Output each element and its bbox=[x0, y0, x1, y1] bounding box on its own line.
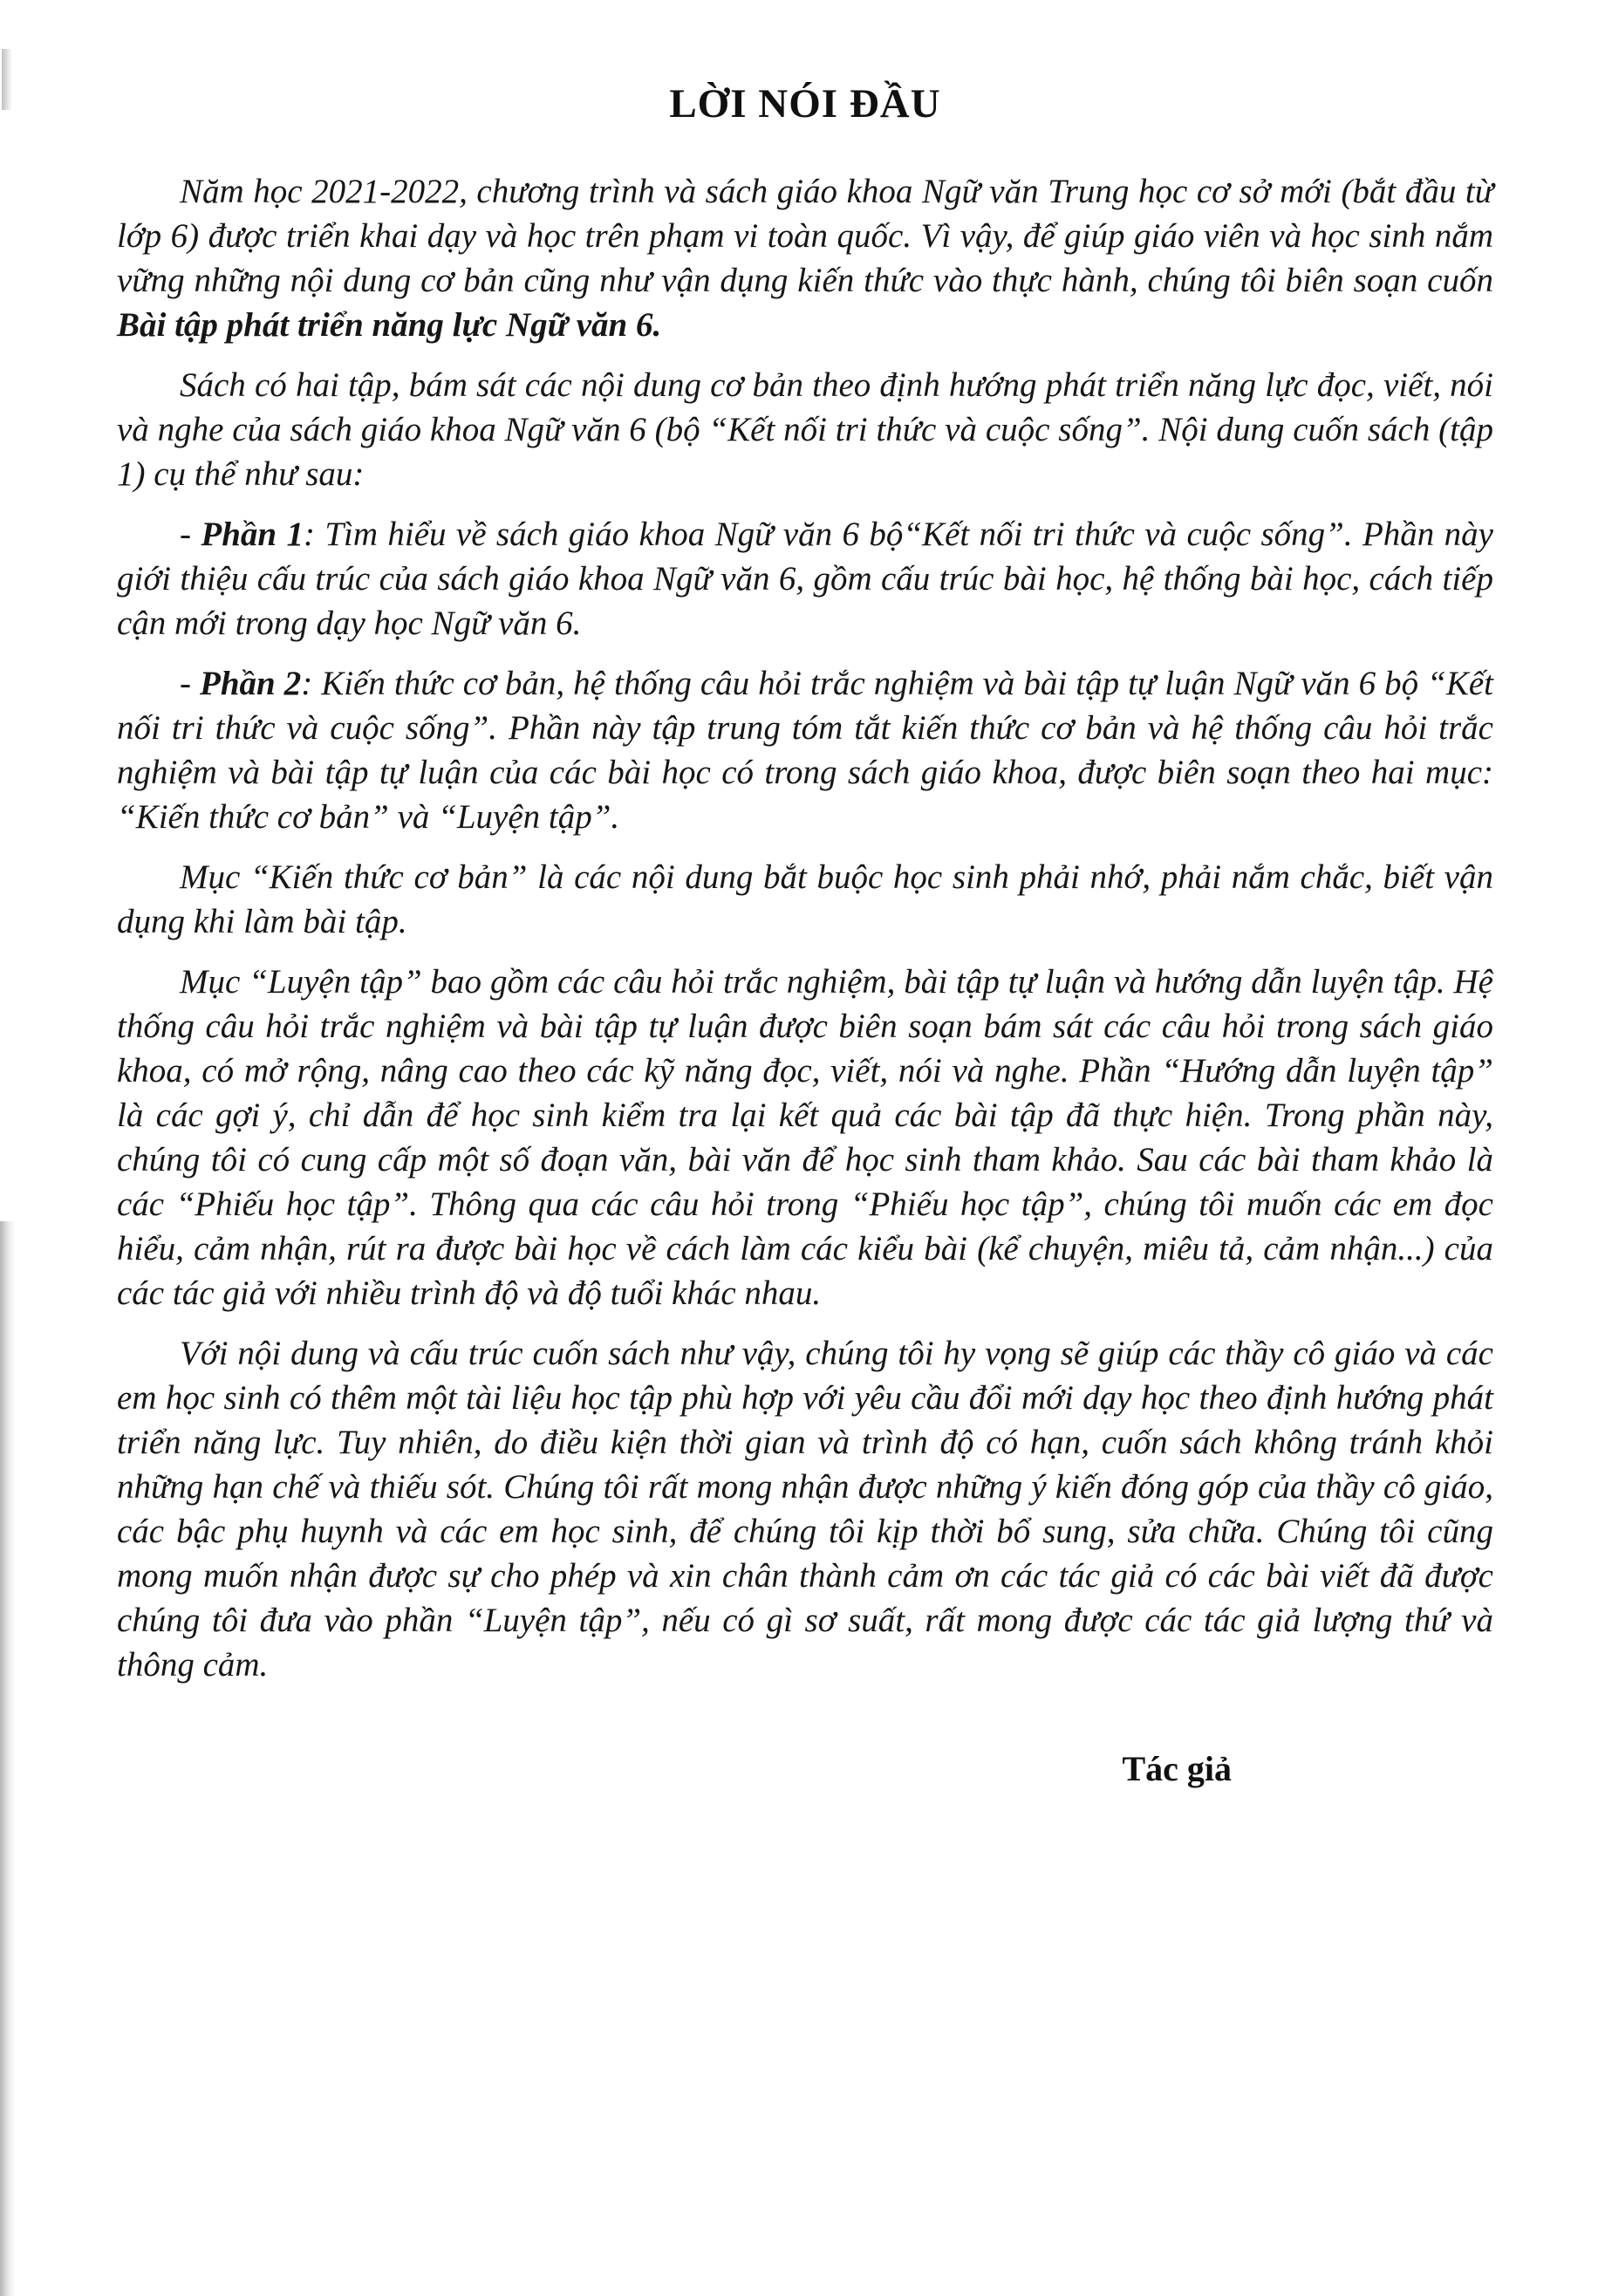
text-segment: Sách có hai tập, bám sát các nội dung cơ bản theo định hướng phát triển năng lực đọc, viết, nói và nghe của sách giáo khoa Ngữ văn 6 (bộ “Kết nối tri thức và cuộc sống”. Nội dung cuốn sách (tập 1) cụ thể như sau: bbox=[117, 366, 1493, 493]
text-segment: Mục “Kiến thức cơ bản” là các nội dung bắt buộc học sinh phải nhớ, phải nắm chắc, biết vận dụng khi làm bài tập. bbox=[117, 858, 1493, 940]
paragraph bbox=[117, 661, 1493, 839]
paragraph bbox=[117, 855, 1493, 944]
body-text bbox=[117, 169, 1493, 1687]
text-segment: - bbox=[180, 516, 201, 553]
text-segment: Mục “Luyện tập” bao gồm các câu hỏi trắc nghiệm, bài tập tự luận và hướng dẫn luyện tập. Hệ thống câu hỏi trắc nghiệm và bài tập tự luận được biên soạn bám sát các câu hỏi trong sách giáo khoa, có mở rộng, nâng cao theo các kỹ năng đọc, viết, nói và nghe. Phần “Hướng dẫn luyện tập” là các gợi ý, chỉ dẫn để học sinh kiểm tra lại kết quả các bài tập đã thực hiện. Trong phần này, chúng tôi có cung cấp một số đoạn văn, bài văn để học sinh tham khảo. Sau các bài tham khảo là các “Phiếu học tập”. Thông qua các câu hỏi trong “Phiếu học tập”, chúng tôi muốn các em đọc hiểu, cảm nhận, rút ra được bài học về cách làm các kiểu bài (kể chuyện, miêu tả, cảm nhận...) của các tác giả với nhiều trình độ và độ tuổi khác nhau. bbox=[117, 963, 1493, 1312]
author-signature: Tác giả bbox=[1122, 1749, 1232, 1788]
text-segment: Với nội dung và cấu trúc cuốn sách như vậy, chúng tôi hy vọng sẽ giúp các thầy cô giáo và các em học sinh có thêm một tài liệu học tập phù hợp với yêu cầu đổi mới dạy học theo định hướng phát triển năng lực. Tuy nhiên, do điều kiện thời gian và trình độ có hạn, cuốn sách không tránh khỏi những hạn chế và thiếu sót. Chúng tôi rất mong nhận được những ý kiến đóng góp của thầy cô giáo, các bậc phụ huynh và các em học sinh, để chúng tôi kịp thời bổ sung, sửa chữa. Chúng tôi cũng mong muốn nhận được sự cho phép và xin chân thành cảm ơn các tác giả có các bài viết đã được chúng tôi đưa vào phần “Luyện tập”, nếu có gì sơ suất, rất mong được các tác giả lượng thứ và thông cảm. bbox=[117, 1335, 1493, 1684]
paragraph bbox=[117, 960, 1493, 1315]
bold-text-segment: Phần 2 bbox=[200, 665, 302, 702]
bold-text-segment: Bài tập phát triển năng lực Ngữ văn 6. bbox=[117, 306, 662, 344]
text-segment: Năm học 2021-2022, chương trình và sách giáo khoa Ngữ văn Trung học cơ sở mới (bắt đầu từ lớp 6) được triển khai dạy và học trên phạm vi toàn quốc. Vì vậy, để giúp giáo viên và học sinh nắm vững những nội dung cơ bản cũng như vận dụng kiến thức vào thực hành, chúng tôi biên soạn cuốn bbox=[117, 173, 1493, 299]
paragraph bbox=[117, 1331, 1493, 1687]
page-title: LỜI NÓI ĐẦU bbox=[669, 81, 941, 126]
text-segment: : Tìm hiểu về sách giáo khoa Ngữ văn 6 bộ“Kết nối tri thức và cuộc sống”. Phần này giới thiệu cấu trúc của sách giáo khoa Ngữ văn 6, gồm cấu trúc bài học, hệ thống bài học, cách tiếp cận mới trong dạy học Ngữ văn 6. bbox=[117, 516, 1493, 642]
paragraph bbox=[117, 169, 1493, 347]
text-segment: : Kiến thức cơ bản, hệ thống câu hỏi trắc nghiệm và bài tập tự luận Ngữ văn 6 bộ “Kết nối tri thức và cuộc sống”. Phần này tập trung tóm tắt kiến thức cơ bản và hệ thống câu hỏi trắc nghiệm và bài tập tự luận của các bài học có trong sách giáo khoa, được biên soạn theo hai mục: “Kiến thức cơ bản” và “Luyện tập”. bbox=[117, 665, 1494, 836]
paragraph bbox=[117, 363, 1493, 496]
bold-text-segment: Phần 1 bbox=[201, 516, 304, 553]
text-segment: - bbox=[180, 665, 200, 702]
paragraph bbox=[117, 512, 1493, 646]
